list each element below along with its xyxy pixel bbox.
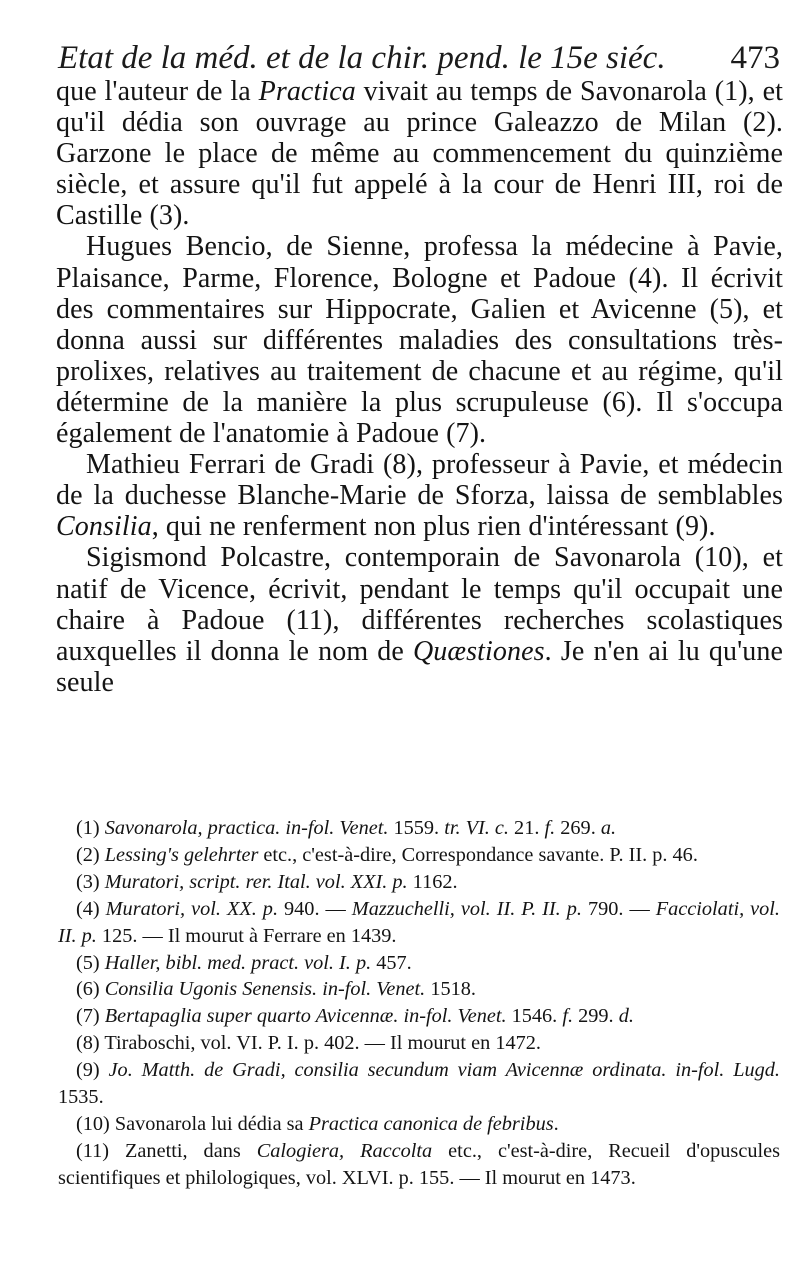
italic-title-practica: Practica bbox=[258, 76, 356, 107]
footnote-number: (1) bbox=[76, 817, 105, 839]
text-run: 940. — bbox=[278, 897, 352, 920]
text-run: 457. bbox=[371, 951, 412, 974]
paragraph-sigismond-polcastre bbox=[56, 542, 783, 697]
text-run: 21. bbox=[508, 817, 545, 839]
footnote-number: (7) bbox=[76, 1005, 105, 1028]
text-run: 1162. bbox=[407, 870, 458, 893]
citation: Facciolati, vol. II. p. bbox=[58, 897, 781, 947]
text-run: 1535. bbox=[58, 1086, 104, 1109]
footnote-10 bbox=[58, 1111, 780, 1138]
citation: Bertapaglia super quarto Avicennæ. in-fol. Venet. bbox=[104, 1005, 507, 1028]
citation: Savonarola, practica. in-fol. Venet. bbox=[104, 817, 389, 839]
citation: f. bbox=[544, 817, 556, 839]
footnote-7 bbox=[58, 1003, 780, 1030]
running-title: Etat de la méd. et de la chir. pend. le 15e siéc. bbox=[58, 40, 666, 76]
footnote-number: (2) bbox=[76, 843, 105, 866]
footnote-2 bbox=[58, 842, 780, 869]
footnote-number: (9) bbox=[76, 1059, 109, 1082]
text-run: 1559. bbox=[388, 817, 445, 839]
text-run: que l'auteur de la bbox=[56, 76, 259, 107]
citation: Muratori, vol. XX. p. bbox=[105, 897, 279, 920]
footnote-number: (3) bbox=[76, 870, 105, 893]
footnote-number: (6) bbox=[76, 978, 105, 1001]
footnote-11 bbox=[58, 1138, 780, 1192]
footnote-number: (8) bbox=[76, 1032, 105, 1055]
footnote-5 bbox=[58, 950, 780, 977]
text-run: Mathieu Ferrari de Gradi (8), professeur à Pavie, et médecin de la duchesse Blanche-Marie de Sforza, laissa de semblables bbox=[56, 449, 783, 512]
citation: a. bbox=[600, 817, 617, 839]
text-run: 125. — Il mourut à Ferrare en 1439. bbox=[96, 924, 397, 947]
citation: Jo. Matth. de Gradi, consilia secundum viam Avicennæ ordinata. in-fol. Lugd. bbox=[108, 1059, 780, 1082]
text-run: Tiraboschi, vol. VI. P. I. p. 402. — Il mourut en 1472. bbox=[104, 1032, 541, 1055]
italic-title-consilia: Consilia bbox=[56, 511, 152, 543]
text-run: Sigismond Polcastre, contemporain de Savonarola (10), et natif de Vicence, écrivit, pendant le temps qu'il occupait une chaire à Padoue (11), différentes recherches scolastiques auxquelles il donna le nom de bbox=[56, 542, 783, 667]
text-run: Zanetti, dans bbox=[125, 1139, 257, 1162]
paragraph-mathieu-ferrari bbox=[56, 449, 783, 542]
footnote-3 bbox=[58, 869, 780, 896]
footnote-number: (10) bbox=[76, 1112, 115, 1135]
text-run: . bbox=[553, 1112, 559, 1135]
text-run: etc., c'est-à-dire, Correspondance savante. P. II. p. 46. bbox=[258, 843, 698, 866]
citation: Consilia Ugonis Senensis. in-fol. Venet. bbox=[104, 978, 426, 1001]
footnotes bbox=[58, 815, 780, 1192]
italic-title-quaestiones: Quæstiones bbox=[412, 635, 545, 667]
text-run: 1518. bbox=[425, 978, 476, 1001]
citation: d. bbox=[618, 1005, 634, 1028]
footnote-number: (4) bbox=[76, 897, 106, 920]
text-run: Savonarola lui dédia sa bbox=[114, 1112, 309, 1135]
text-run: vivait au temps de Savonarola (1), et qu'il dédia son ouvrage au prince Galeazzo de Milan (2). Garzone le place de même au commencement du quinzième siècle, et assure qu'il fut appelé à la cour de Henri III, roi de Castille (3). bbox=[56, 76, 783, 232]
citation: Practica canonica de febribus bbox=[308, 1112, 554, 1135]
citation: f. bbox=[562, 1005, 574, 1028]
text-run: , qui ne renferment non plus rien d'intéressant (9). bbox=[151, 511, 716, 543]
citation: Mazzuchelli, vol. II. P. II. p. bbox=[351, 897, 582, 920]
paragraph-practica bbox=[56, 76, 783, 231]
footnote-1 bbox=[58, 815, 780, 842]
text-run: 1546. bbox=[506, 1005, 563, 1028]
citation: Lessing's gelehrter bbox=[104, 843, 259, 866]
footnote-4 bbox=[58, 896, 780, 950]
text-run: 790. — bbox=[581, 897, 656, 920]
text-run: . Je n'en ai lu qu'une seule bbox=[56, 635, 783, 698]
footnote-6 bbox=[58, 976, 780, 1003]
footnote-8 bbox=[58, 1030, 780, 1057]
page-number: 473 bbox=[730, 40, 780, 76]
running-head bbox=[58, 38, 780, 78]
citation: Haller, bibl. med. pract. vol. I. p. bbox=[104, 951, 372, 974]
footnote-number: (11) bbox=[76, 1139, 126, 1162]
footnote-9 bbox=[58, 1057, 780, 1111]
citation: Calogiera, Raccolta bbox=[256, 1139, 433, 1162]
footnote-number: (5) bbox=[76, 951, 105, 974]
main-text bbox=[56, 76, 783, 698]
citation: Muratori, script. rer. Ital. vol. XXI. p. bbox=[104, 870, 408, 893]
paragraph-hugues-bencio: Hugues Bencio, de Sienne, professa la médecine à Pavie, Plaisance, Parme, Florence, Bologne et Padoue (4). Il écrivit des commentaires sur Hippocrate, Galien et Avicenne (5), et donna aussi sur différentes maladies des consultations très-prolixes, relatives au traitement de chacune et au régime, qu'il détermine de la manière la plus scrupuleuse (6). Il s'occupa également de l'anatomie à Padoue (7). bbox=[56, 231, 783, 450]
citation: tr. VI. c. bbox=[444, 817, 509, 839]
text-run: 269. bbox=[555, 817, 601, 839]
text-run: etc., c'est-à-dire, Recueil d'opuscules scientifiques et philologiques, vol. XLVI. p. 155. — Il mourut en 1473. bbox=[58, 1139, 780, 1189]
text-run: 299. bbox=[573, 1005, 619, 1028]
